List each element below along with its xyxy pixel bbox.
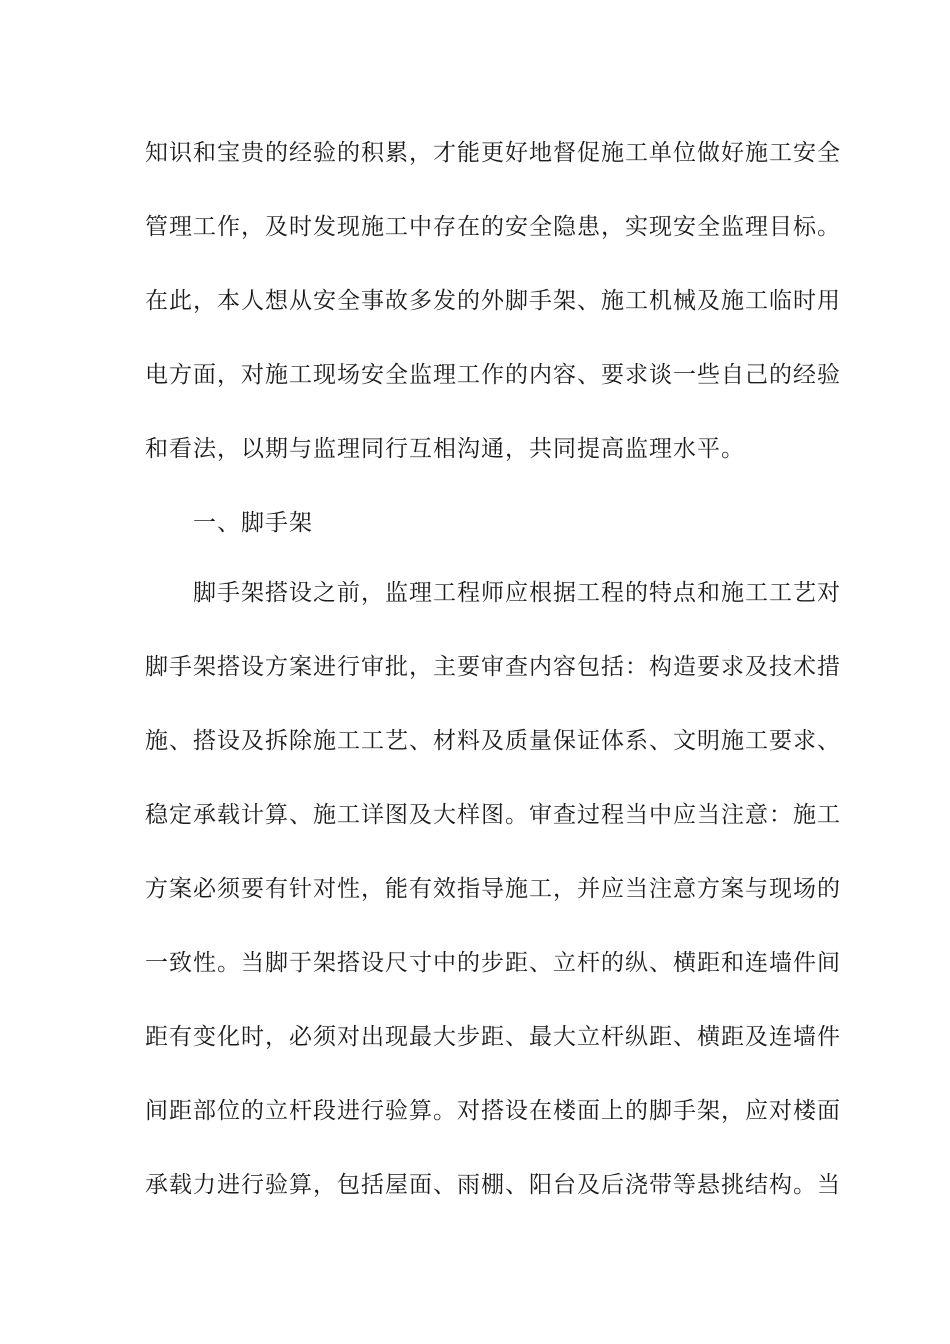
document-body <box>145 128 841 1234</box>
body-line-5: 方案必须要有针对性，能有效指导施工，并应当注意方案与现场的 <box>145 876 841 902</box>
body-line-8: 间距部位的立杆段进行验算。对搭设在楼面上的脚手架，应对楼面 <box>145 1098 841 1124</box>
body-line-2: 脚手架搭设方案进行审批，主要审查内容包括：构造要求及技术措 <box>145 654 841 680</box>
body-line-9: 承载力进行验算，包括屋面、雨棚、阳台及后浇带等悬挑结构。当 <box>145 1172 841 1198</box>
intro-line-3: 在此，本人想从安全事故多发的外脚手架、施工机械及施工临时用 <box>145 288 841 314</box>
intro-line-4: 电方面，对施工现场安全监理工作的内容、要求谈一些自己的经验 <box>145 362 841 388</box>
body-line-1: 脚手架搭设之前，监理工程师应根据工程的特点和施工工艺对 <box>193 580 841 606</box>
intro-line-1: 知识和宝贵的经验的积累，才能更好地督促施工单位做好施工安全 <box>145 140 841 166</box>
intro-line-5: 和看法，以期与监理同行互相沟通，共同提高监理水平。 <box>145 436 745 462</box>
body-line-4: 稳定承载计算、施工详图及大样图。审查过程当中应当注意：施工 <box>145 802 841 828</box>
body-line-7: 距有变化时，必须对出现最大步距、最大立杆纵距、横距及连墙件 <box>145 1024 841 1050</box>
section-heading: 一、脚手架 <box>193 510 313 536</box>
intro-line-2: 管理工作，及时发现施工中存在的安全隐患，实现安全监理目标。 <box>145 214 841 240</box>
body-line-3: 施、搭设及拆除施工工艺、材料及质量保证体系、文明施工要求、 <box>145 728 841 754</box>
body-line-6: 一致性。当脚于架搭设尺寸中的步距、立杆的纵、横距和连墙件间 <box>145 950 841 976</box>
